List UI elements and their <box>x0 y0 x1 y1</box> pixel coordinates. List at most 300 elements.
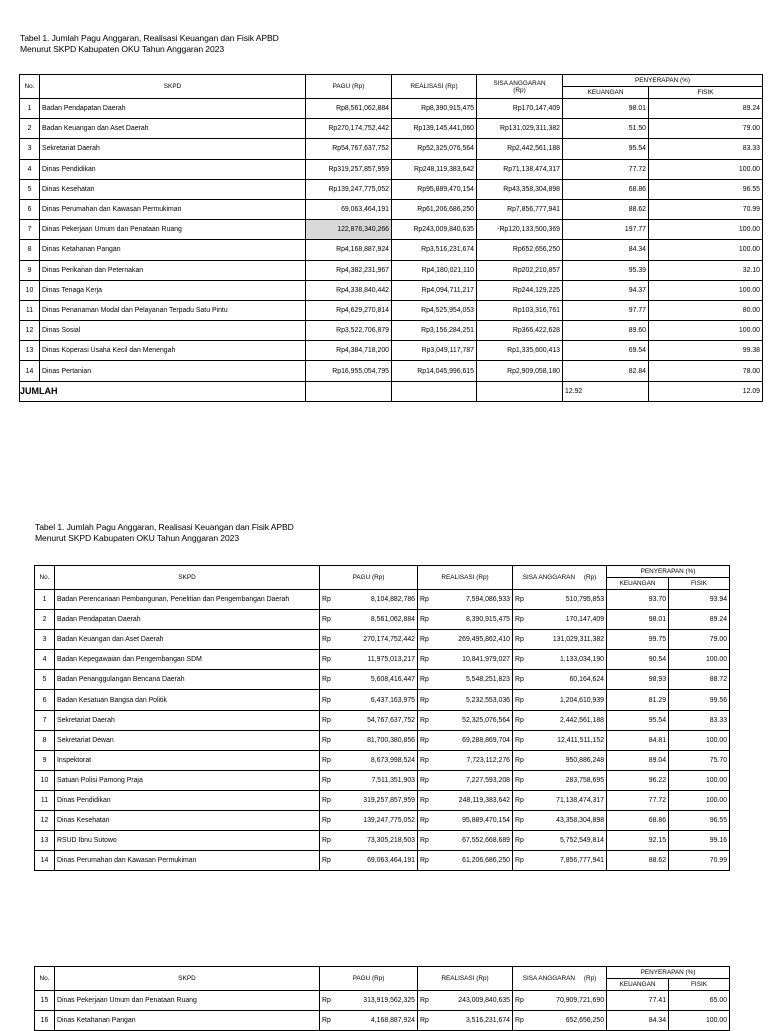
header-realisasi: REALISASI (Rp) <box>418 967 513 991</box>
row-sisa-currency: Rp <box>513 790 530 810</box>
header-sisa <box>513 566 607 590</box>
row-pagu-currency: Rp <box>320 710 337 730</box>
table-row <box>20 321 763 341</box>
row-sisa: Rp1,335,600,413 <box>477 341 563 361</box>
table1 <box>19 74 763 402</box>
row-skpd: Dinas Ketahanan Pangan <box>40 240 306 260</box>
row-sisa: 510,795,853 <box>530 590 607 610</box>
row-sisa: 170,147,409 <box>530 610 607 630</box>
row-realisasi: Rp95,889,470,154 <box>392 179 477 199</box>
table2 <box>34 565 730 871</box>
row-no: 2 <box>35 610 55 630</box>
row-sisa: 5,752,549,814 <box>530 831 607 851</box>
row-realisasi: Rp139,145,441,060 <box>392 119 477 139</box>
row-fisik: 96.55 <box>649 179 763 199</box>
row-pagu: Rp16,955,054,795 <box>306 361 392 381</box>
row-skpd: Badan Pendapatan Daerah <box>55 610 320 630</box>
row-sisa-currency: Rp <box>513 1011 530 1031</box>
row-pagu: 8,561,062,884 <box>337 610 418 630</box>
row-sisa-currency: Rp <box>513 630 530 650</box>
row-pagu-currency: Rp <box>320 630 337 650</box>
row-skpd: Dinas Pekerjaan Umum dan Penataan Ruang <box>55 991 320 1011</box>
row-pagu: Rp270,174,752,442 <box>306 119 392 139</box>
table-row <box>35 851 730 871</box>
row-realisasi-currency: Rp <box>418 690 435 710</box>
row-pagu: Rp4,629,270,814 <box>306 300 392 320</box>
row-no: 8 <box>20 240 40 260</box>
row-pagu: 69,063,464,191 <box>306 199 392 219</box>
row-pagu-currency: Rp <box>320 730 337 750</box>
row-keuangan: 77.72 <box>563 159 649 179</box>
row-keuangan: 89.60 <box>563 321 649 341</box>
row-realisasi-currency: Rp <box>418 831 435 851</box>
row-sisa: Rp7,856,777,941 <box>477 199 563 219</box>
row-sisa: 652,656,250 <box>530 1011 607 1031</box>
row-no: 3 <box>35 630 55 650</box>
row-fisik: 100.00 <box>649 240 763 260</box>
row-sisa: 2,442,561,188 <box>530 710 607 730</box>
row-pagu: Rp3,522,706,879 <box>306 321 392 341</box>
row-skpd: Badan Perencanaan Pembangunan, Penelitian dan Pengembangan Daerah <box>55 590 320 610</box>
row-pagu-currency: Rp <box>320 831 337 851</box>
row-pagu: 81,700,380,856 <box>337 730 418 750</box>
row-sisa: Rp2,909,058,180 <box>477 361 563 381</box>
row-realisasi: 67,552,668,689 <box>435 831 513 851</box>
table-row <box>20 119 763 139</box>
row-keuangan: 93.70 <box>607 590 669 610</box>
table-row <box>20 280 763 300</box>
row-realisasi-currency: Rp <box>418 610 435 630</box>
row-fisik: 79.00 <box>669 630 730 650</box>
row-pagu: 54,767,637,752 <box>337 710 418 730</box>
row-pagu-currency: Rp <box>320 690 337 710</box>
row-skpd: Badan Penanggulangan Bencana Daerah <box>55 670 320 690</box>
row-sisa: Rp202,210,857 <box>477 260 563 280</box>
row-sisa: 283,758,695 <box>530 770 607 790</box>
row-sisa: Rp103,316,761 <box>477 300 563 320</box>
row-keuangan: 51.50 <box>563 119 649 139</box>
table-row <box>20 260 763 280</box>
header-sisa <box>513 967 607 991</box>
row-fisik: 89.24 <box>669 610 730 630</box>
row-realisasi: Rp3,049,117,787 <box>392 341 477 361</box>
header-skpd: SKPD <box>55 967 320 991</box>
row-pagu: 313,919,562,325 <box>337 991 418 1011</box>
row-skpd: Sekretariat Daerah <box>55 710 320 730</box>
row-sisa-currency: Rp <box>513 650 530 670</box>
row-no: 15 <box>35 991 55 1011</box>
row-no: 12 <box>20 321 40 341</box>
row-realisasi-currency: Rp <box>418 590 435 610</box>
row-realisasi-currency: Rp <box>418 1011 435 1031</box>
row-pagu: 8,104,882,786 <box>337 590 418 610</box>
row-skpd: Sekretariat Daerah <box>40 139 306 159</box>
table-row <box>35 590 730 610</box>
row-realisasi: 269,495,862,410 <box>435 630 513 650</box>
row-fisik: 65.00 <box>669 991 730 1011</box>
table-row <box>35 670 730 690</box>
row-no: 11 <box>20 300 40 320</box>
row-sisa: 71,138,474,317 <box>530 790 607 810</box>
row-realisasi: Rp4,180,021,110 <box>392 260 477 280</box>
row-no: 8 <box>35 730 55 750</box>
header-penyerapan: PENYERAPAN (%) <box>563 75 763 87</box>
row-pagu: 6,437,163,975 <box>337 690 418 710</box>
row-fisik: 99.38 <box>649 341 763 361</box>
header-pagu: PAGU (Rp) <box>320 566 418 590</box>
row-no: 4 <box>20 159 40 179</box>
row-skpd: Dinas Kesehatan <box>55 811 320 831</box>
row-pagu: 11,975,013,217 <box>337 650 418 670</box>
table-row <box>35 690 730 710</box>
table-row <box>20 361 763 381</box>
row-realisasi: 69,288,869,704 <box>435 730 513 750</box>
row-no: 5 <box>20 179 40 199</box>
row-keuangan: 84.81 <box>607 730 669 750</box>
header-keuangan: KEUANGAN <box>563 87 649 99</box>
row-skpd: Dinas Koperasi Usaha Kecil dan Menengah <box>40 341 306 361</box>
row-realisasi: 7,227,593,208 <box>435 770 513 790</box>
row-keuangan: 81.29 <box>607 690 669 710</box>
row-skpd: Dinas Kesehatan <box>40 179 306 199</box>
row-keuangan: 69.54 <box>563 341 649 361</box>
table-row <box>35 710 730 730</box>
header-sisa-label: SISA ANGGARAN <box>522 574 575 581</box>
row-realisasi-currency: Rp <box>418 650 435 670</box>
header-fisik: FISIK <box>669 979 730 991</box>
row-skpd: Dinas Penanaman Modal dan Pelayanan Terpadu Satu Pintu <box>40 300 306 320</box>
row-sisa: Rp131,029,311,382 <box>477 119 563 139</box>
row-realisasi-currency: Rp <box>418 790 435 810</box>
row-no: 2 <box>20 119 40 139</box>
row-skpd: Dinas Pendidikan <box>40 159 306 179</box>
row-keuangan: 68.86 <box>563 179 649 199</box>
table-row <box>35 991 730 1011</box>
header-skpd: SKPD <box>40 75 306 99</box>
table-row <box>20 220 763 240</box>
table-row <box>35 811 730 831</box>
total-pagu <box>306 381 392 401</box>
total-label: JUMLAH <box>20 381 306 401</box>
row-realisasi: Rp4,094,711,217 <box>392 280 477 300</box>
row-sisa: 1,204,610,939 <box>530 690 607 710</box>
row-keuangan: 95.39 <box>563 260 649 280</box>
row-no: 10 <box>35 770 55 790</box>
row-sisa: Rp2,442,561,188 <box>477 139 563 159</box>
row-sisa: Rp652,656,250 <box>477 240 563 260</box>
row-sisa-currency: Rp <box>513 710 530 730</box>
row-pagu-currency: Rp <box>320 790 337 810</box>
row-sisa: Rp366,422,628 <box>477 321 563 341</box>
header-fisik: FISIK <box>649 87 763 99</box>
row-realisasi: Rp248,119,383,642 <box>392 159 477 179</box>
row-skpd: Inspektorat <box>55 750 320 770</box>
row-realisasi: 95,889,470,154 <box>435 811 513 831</box>
row-fisik: 100.00 <box>669 1011 730 1031</box>
row-skpd: RSUD Ibnu Sutowo <box>55 831 320 851</box>
row-sisa: 60,164,624 <box>530 670 607 690</box>
total-keuangan: 12.92 <box>563 381 649 401</box>
row-keuangan: 95.54 <box>563 139 649 159</box>
row-sisa: Rp170,147,409 <box>477 99 563 119</box>
header-penyerapan: PENYERAPAN (%) <box>607 566 730 578</box>
row-fisik: 100.00 <box>649 220 763 240</box>
row-pagu-currency: Rp <box>320 670 337 690</box>
row-sisa-currency: Rp <box>513 851 530 871</box>
row-sisa: 131,029,311,382 <box>530 630 607 650</box>
header-pagu: PAGU (Rp) <box>306 75 392 99</box>
row-fisik: 83.33 <box>649 139 763 159</box>
row-sisa-currency: Rp <box>513 610 530 630</box>
row-pagu-currency: Rp <box>320 851 337 871</box>
table-row <box>35 831 730 851</box>
row-no: 7 <box>35 710 55 730</box>
table-row <box>35 650 730 670</box>
row-keuangan: 97.77 <box>563 300 649 320</box>
total-realisasi <box>392 381 477 401</box>
row-fisik: 75.70 <box>669 750 730 770</box>
row-sisa: 70,909,721,690 <box>530 991 607 1011</box>
row-sisa: 7,856,777,941 <box>530 851 607 871</box>
row-fisik: 100.00 <box>649 280 763 300</box>
row-fisik: 70.99 <box>669 851 730 871</box>
total-fisik: 12.09 <box>649 381 763 401</box>
row-keuangan: 68.86 <box>607 811 669 831</box>
row-realisasi-currency: Rp <box>418 730 435 750</box>
row-pagu-currency: Rp <box>320 811 337 831</box>
row-no: 12 <box>35 811 55 831</box>
row-pagu: Rp4,338,840,442 <box>306 280 392 300</box>
row-keuangan: 98.93 <box>607 670 669 690</box>
row-no: 5 <box>35 670 55 690</box>
row-fisik: 100.00 <box>649 321 763 341</box>
row-no: 10 <box>20 280 40 300</box>
table-row <box>35 770 730 790</box>
row-realisasi-currency: Rp <box>418 851 435 871</box>
row-keuangan: 89.04 <box>607 750 669 770</box>
row-fisik: 100.00 <box>669 790 730 810</box>
row-fisik: 80.00 <box>649 300 763 320</box>
row-realisasi-currency: Rp <box>418 991 435 1011</box>
row-realisasi-currency: Rp <box>418 630 435 650</box>
row-no: 9 <box>35 750 55 770</box>
row-no: 6 <box>35 690 55 710</box>
table1-title <box>20 33 279 55</box>
row-no: 9 <box>20 260 40 280</box>
row-no: 7 <box>20 220 40 240</box>
row-fisik: 96.55 <box>669 811 730 831</box>
table-row <box>20 341 763 361</box>
row-realisasi: Rp3,516,231,674 <box>392 240 477 260</box>
row-skpd: Dinas Pekerjaan Umum dan Penataan Ruang <box>40 220 306 240</box>
row-pagu: Rp4,382,231,967 <box>306 260 392 280</box>
row-realisasi: 10,841,979,027 <box>435 650 513 670</box>
row-pagu-currency: Rp <box>320 1011 337 1031</box>
row-skpd: Badan Keuangan dan Aset Daerah <box>55 630 320 650</box>
header-no: No. <box>20 75 40 99</box>
row-sisa-currency: Rp <box>513 750 530 770</box>
header-sisa-label: SISA ANGGARAN <box>522 975 575 982</box>
row-skpd: Badan Kepegawaian dan Pengembangan SDM <box>55 650 320 670</box>
row-fisik: 88.72 <box>669 670 730 690</box>
row-sisa: 43,358,304,898 <box>530 811 607 831</box>
row-keuangan: 90.54 <box>607 650 669 670</box>
row-skpd: Badan Keuangan dan Aset Daerah <box>40 119 306 139</box>
row-skpd: Dinas Ketahanan Pangan <box>55 1011 320 1031</box>
row-no: 4 <box>35 650 55 670</box>
row-fisik: 83.33 <box>669 710 730 730</box>
row-no: 14 <box>35 851 55 871</box>
row-keuangan: 88.62 <box>563 199 649 219</box>
row-no: 13 <box>20 341 40 361</box>
row-pagu: 270,174,752,442 <box>337 630 418 650</box>
header-keuangan: KEUANGAN <box>607 979 669 991</box>
row-keuangan: 82.84 <box>563 361 649 381</box>
row-skpd: Dinas Pertanian <box>40 361 306 381</box>
row-keuangan: 98.01 <box>607 610 669 630</box>
row-skpd: Dinas Pendidikan <box>55 790 320 810</box>
row-pagu-currency: Rp <box>320 650 337 670</box>
table-row <box>35 730 730 750</box>
row-fisik: 70.99 <box>649 199 763 219</box>
table-row <box>20 159 763 179</box>
row-no: 3 <box>20 139 40 159</box>
table1-title-line2: Menurut SKPD Kabupaten OKU Tahun Anggaran 2023 <box>20 44 225 54</box>
row-sisa: 1,133,034,190 <box>530 650 607 670</box>
row-pagu-currency: Rp <box>320 991 337 1011</box>
row-skpd: Dinas Perumahan dan Kawasan Permukiman <box>40 199 306 219</box>
row-keuangan: 99.75 <box>607 630 669 650</box>
row-pagu-currency: Rp <box>320 750 337 770</box>
row-realisasi: 7,594,086,933 <box>435 590 513 610</box>
total-row <box>20 381 763 401</box>
row-realisasi: Rp14,045,996,615 <box>392 361 477 381</box>
header-sisa <box>477 75 563 99</box>
row-sisa: Rp71,138,474,317 <box>477 159 563 179</box>
row-sisa-currency: Rp <box>513 590 530 610</box>
header-sisa-line1: SISA ANGGARAN <box>493 79 546 87</box>
row-keuangan: 92.15 <box>607 831 669 851</box>
row-keuangan: 94.37 <box>563 280 649 300</box>
row-fisik: 93.94 <box>669 590 730 610</box>
row-sisa: 12,411,511,152 <box>530 730 607 750</box>
header-realisasi: REALISASI (Rp) <box>418 566 513 590</box>
row-sisa-currency: Rp <box>513 811 530 831</box>
row-no: 1 <box>35 590 55 610</box>
table-row <box>35 630 730 650</box>
row-pagu-currency: Rp <box>320 770 337 790</box>
row-realisasi: Rp243,009,840,635 <box>392 220 477 240</box>
row-sisa: Rp43,358,304,898 <box>477 179 563 199</box>
row-realisasi: 52,325,076,564 <box>435 710 513 730</box>
row-keuangan: 98.01 <box>563 99 649 119</box>
row-pagu: 7,511,351,903 <box>337 770 418 790</box>
row-realisasi-currency: Rp <box>418 811 435 831</box>
row-skpd: Dinas Perikanan dan Peternakan <box>40 260 306 280</box>
header-keuangan: KEUANGAN <box>607 578 669 590</box>
row-no: 1 <box>20 99 40 119</box>
header-no: No. <box>35 967 55 991</box>
row-no: 14 <box>20 361 40 381</box>
row-skpd: Sekretariat Dewan <box>55 730 320 750</box>
row-skpd: Dinas Perumahan dan Kawasan Permukiman <box>55 851 320 871</box>
row-pagu: Rp4,384,718,200 <box>306 341 392 361</box>
row-pagu: 73,305,218,503 <box>337 831 418 851</box>
row-fisik: 99.16 <box>669 831 730 851</box>
table-row <box>20 99 763 119</box>
header-realisasi: REALISASI (Rp) <box>392 75 477 99</box>
row-fisik: 100.00 <box>669 650 730 670</box>
row-fisik: 78.00 <box>649 361 763 381</box>
header-sisa-unit: (Rp) <box>583 975 597 982</box>
row-realisasi: Rp4,525,954,053 <box>392 300 477 320</box>
table2-title-line1: Tabel 1. Jumlah Pagu Anggaran, Realisasi Keuangan dan Fisik APBD <box>35 522 294 532</box>
table-row <box>20 179 763 199</box>
row-skpd: Dinas Sosial <box>40 321 306 341</box>
row-pagu-currency: Rp <box>320 590 337 610</box>
row-pagu: Rp54,767,637,752 <box>306 139 392 159</box>
row-keuangan: 88.62 <box>607 851 669 871</box>
row-realisasi: 61,206,686,250 <box>435 851 513 871</box>
row-pagu: Rp139,247,775,052 <box>306 179 392 199</box>
row-realisasi: 8,390,915,475 <box>435 610 513 630</box>
row-pagu: 69,063,464,191 <box>337 851 418 871</box>
row-realisasi: Rp8,390,915,475 <box>392 99 477 119</box>
row-no: 11 <box>35 790 55 810</box>
row-fisik: 79.00 <box>649 119 763 139</box>
row-fisik: 100.00 <box>669 730 730 750</box>
row-keuangan: 95.54 <box>607 710 669 730</box>
table-row <box>20 300 763 320</box>
row-keuangan: 96.22 <box>607 770 669 790</box>
row-fisik: 32.10 <box>649 260 763 280</box>
row-sisa-currency: Rp <box>513 670 530 690</box>
row-realisasi: 5,232,553,036 <box>435 690 513 710</box>
header-fisik: FISIK <box>669 578 730 590</box>
row-realisasi: 3,516,231,674 <box>435 1011 513 1031</box>
table2-title-line2: Menurut SKPD Kabupaten OKU Tahun Anggaran 2023 <box>35 533 240 543</box>
row-no: 13 <box>35 831 55 851</box>
row-realisasi: Rp3,156,284,251 <box>392 321 477 341</box>
row-sisa-currency: Rp <box>513 991 530 1011</box>
row-fisik: 100.00 <box>649 159 763 179</box>
table-row <box>35 790 730 810</box>
row-sisa-currency: Rp <box>513 730 530 750</box>
row-realisasi-currency: Rp <box>418 710 435 730</box>
row-pagu: 122,876,340,266 <box>306 220 392 240</box>
header-pagu: PAGU (Rp) <box>320 967 418 991</box>
row-realisasi-currency: Rp <box>418 770 435 790</box>
row-keuangan: 197.77 <box>563 220 649 240</box>
table-row <box>35 750 730 770</box>
header-penyerapan: PENYERAPAN (%) <box>607 967 730 979</box>
row-skpd: Badan Pendapatan Daerah <box>40 99 306 119</box>
row-pagu: Rp4,168,887,924 <box>306 240 392 260</box>
row-pagu: 8,673,998,524 <box>337 750 418 770</box>
row-pagu: 139,247,775,052 <box>337 811 418 831</box>
row-sisa-currency: Rp <box>513 690 530 710</box>
row-pagu: 319,257,857,959 <box>337 790 418 810</box>
row-keuangan: 77.41 <box>607 991 669 1011</box>
row-realisasi: 243,009,840,635 <box>435 991 513 1011</box>
table-row <box>20 240 763 260</box>
row-fisik: 89.24 <box>649 99 763 119</box>
table-row <box>20 139 763 159</box>
row-fisik: 99.56 <box>669 690 730 710</box>
row-sisa: Rp244,129,225 <box>477 280 563 300</box>
row-keuangan: 77.72 <box>607 790 669 810</box>
row-realisasi-currency: Rp <box>418 670 435 690</box>
